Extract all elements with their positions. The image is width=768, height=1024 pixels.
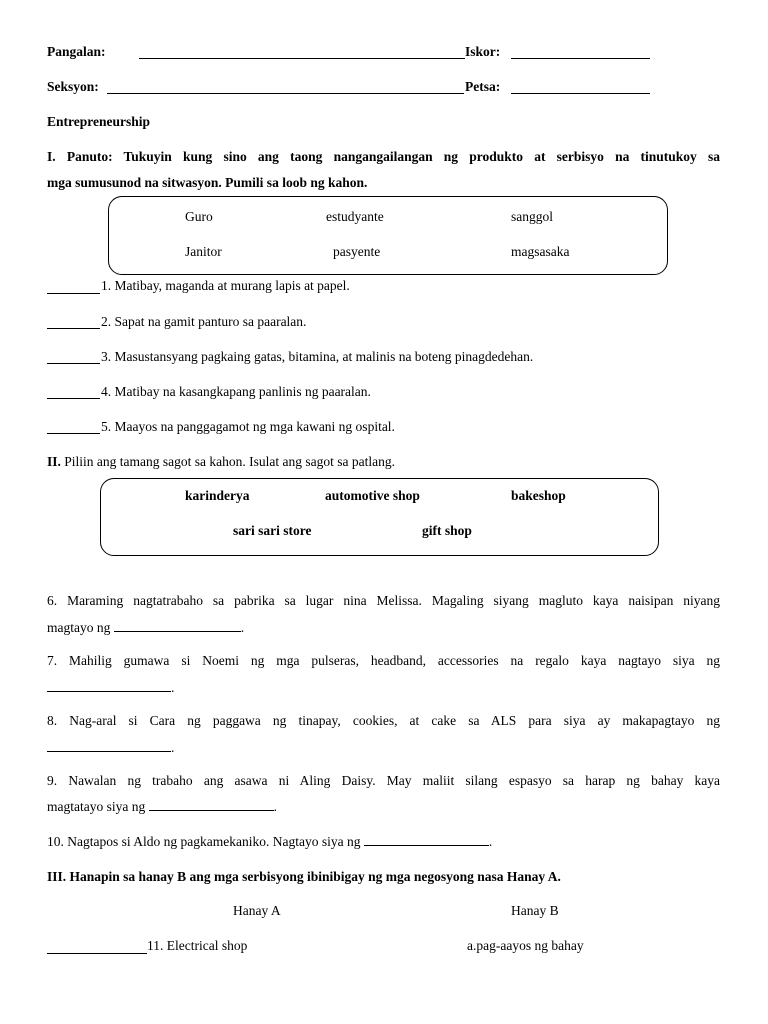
choice-estudyante: estudyante [326,209,384,224]
question-9-text: magtatayo siya ng [47,799,146,814]
choice-gift-shop: gift shop [422,523,472,538]
choice-bakeshop: bakeshop [511,488,566,503]
part2-number: II. [47,454,61,469]
question-10-period: . [488,834,493,849]
answer-blank-5[interactable] [47,433,100,434]
subject-title: Entrepreneurship [47,114,151,129]
answer-blank-2[interactable] [47,328,100,329]
answer-blank-6[interactable] [114,620,241,632]
question-9-line2 [47,799,277,815]
answer-blank-3[interactable] [47,363,100,364]
question-8-line1: 8. Nag-aral si Cara ng paggawa ng tinapay, cookies, at cake sa ALS para siya ay makapagtayo ng [47,713,720,728]
answer-blank-9[interactable] [149,799,274,811]
name-label: Pangalan: [47,44,106,59]
question-8-period: . [171,740,175,755]
question-6-period: . [240,620,245,635]
date-field[interactable] [511,93,650,94]
answer-blank-1[interactable] [47,293,100,294]
answer-blank-4[interactable] [47,398,100,399]
question-6-text: magtayo ng [47,620,111,635]
question-7-line2 [47,680,174,696]
date-label: Petsa: [465,79,501,94]
choice-guro: Guro [185,209,213,224]
item-3: 3. Masustansyang pagkaing gatas, bitamina, at malinis na boteng pinagdedehan. [101,349,534,364]
section-label: Seksyon: [47,79,99,94]
choice-automotive-shop: automotive shop [325,488,420,503]
item-4: 4. Matibay na kasangkapang panlinis ng paaralan. [101,384,371,399]
choice-pasyente: pasyente [333,244,381,259]
choice-sari-sari-store: sari sari store [233,523,312,538]
question-8-line2 [47,740,174,756]
question-6-line2 [47,620,244,636]
question-6-line1: 6. Maraming nagtatrabaho sa pabrika sa lugar nina Melissa. Magaling siyang magluto kaya naisipan niyang [47,593,720,608]
name-field[interactable] [139,58,419,59]
question-10 [47,834,492,850]
column-b-heading: Hanay B [511,903,559,918]
part1-instruction-line2: mga sumusunod na sitwasyon. Pumili sa loob ng kahon. [47,175,368,190]
item-2: 2. Sapat na gamit panturo sa paaralan. [101,314,307,329]
answer-blank-7[interactable] [47,680,171,692]
part2-instruction-text: Piliin ang tamang sagot sa kahon. Isulat ang sagot sa patlang. [64,454,395,469]
column-a-heading: Hanay A [233,903,281,918]
choice-a-pag-aayos: a.pag-aayos ng bahay [467,938,584,953]
score-field[interactable] [511,58,650,59]
choice-karinderya: karinderya [185,488,250,503]
item-1: 1. Matibay, maganda at murang lapis at papel. [101,278,350,293]
section-field[interactable] [107,93,464,94]
name-field-extension[interactable] [419,58,465,59]
question-9-period: . [273,799,277,814]
answer-blank-8[interactable] [47,740,171,752]
item-5: 5. Maayos na panggagamot ng mga kawani ng ospital. [101,419,395,434]
item-11: 11. Electrical shop [147,938,248,953]
part3-instruction: III. Hanapin sa hanay B ang mga serbisyong ibinibigay ng mga negosyong nasa Hanay A. [47,869,561,884]
answer-blank-11[interactable] [47,953,147,954]
choice-magsasaka: magsasaka [511,244,570,259]
question-10-text: 10. Nagtapos si Aldo ng pagkamekaniko. Nagtayo siya ng [47,834,361,849]
question-7-period: . [171,680,175,695]
score-label: Iskor: [465,44,501,59]
question-9-line1: 9. Nawalan ng trabaho ang asawa ni Aling Daisy. May maliit silang espasyo sa harap ng bahay kaya [47,773,720,788]
part2-instruction [47,454,395,470]
question-7-line1: 7. Mahilig gumawa si Noemi ng mga pulseras, headband, accessories na regalo kaya nagtayo siya ng [47,653,720,668]
answer-blank-10[interactable] [364,834,489,846]
part1-choice-box [108,196,668,275]
choice-sanggol: sanggol [511,209,553,224]
part1-instruction-line1: I. Panuto: Tukuyin kung sino ang taong nangangailangan ng produkto at serbisyo na tinutukoy sa [47,149,720,164]
choice-janitor: Janitor [185,244,222,259]
